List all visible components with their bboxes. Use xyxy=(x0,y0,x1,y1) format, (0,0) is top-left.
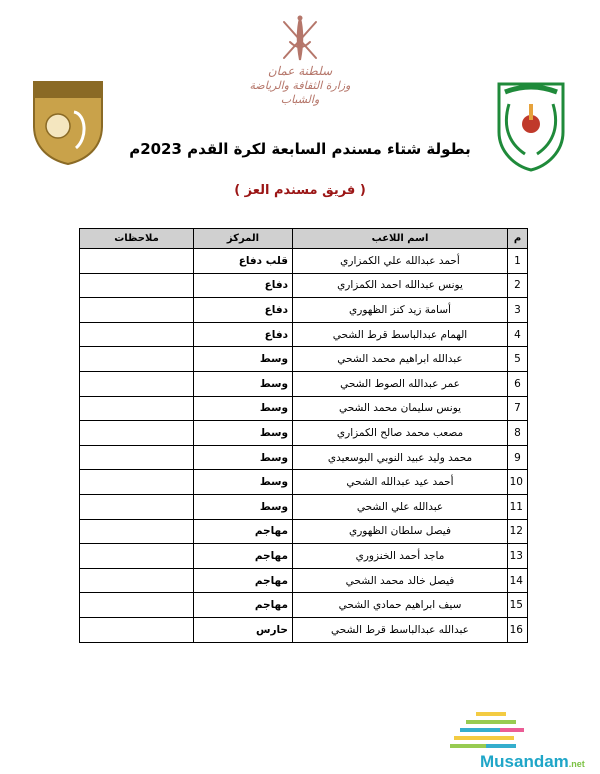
cell-player-name: عمر عبدالله الصوط الشحي xyxy=(293,371,508,396)
cell-position: مهاجم xyxy=(194,544,293,569)
ajab-club-logo xyxy=(495,80,567,172)
cell-number: 9 xyxy=(508,445,528,470)
ministry-heading xyxy=(230,64,370,107)
cell-player-name: فيصل خالد محمد الشحي xyxy=(293,568,508,593)
cell-notes xyxy=(80,249,194,274)
table-row xyxy=(80,421,528,446)
cell-number: 3 xyxy=(508,298,528,323)
team-name: ( فريق مسندم العز ) xyxy=(234,183,366,198)
table-row xyxy=(80,617,528,642)
cell-position: وسط xyxy=(194,371,293,396)
cell-notes xyxy=(80,470,194,495)
table-row xyxy=(80,322,528,347)
cell-number: 12 xyxy=(508,519,528,544)
table-row xyxy=(80,445,528,470)
cell-position: وسط xyxy=(194,396,293,421)
cell-number: 15 xyxy=(508,593,528,618)
watermark-site: Musandam xyxy=(480,752,569,771)
cell-position: وسط xyxy=(194,470,293,495)
cell-number: 2 xyxy=(508,273,528,298)
cell-position: دفاع xyxy=(194,298,293,323)
cell-number: 11 xyxy=(508,494,528,519)
col-number-header: م xyxy=(508,229,528,249)
table-body xyxy=(80,249,528,643)
cell-number: 16 xyxy=(508,617,528,642)
table-row xyxy=(80,470,528,495)
cell-player-name: محمد وليد عبيد النوبي البوسعيدي xyxy=(293,445,508,470)
cell-number: 5 xyxy=(508,347,528,372)
cell-player-name: ماجد أحمد الخنزوري xyxy=(293,544,508,569)
table-row xyxy=(80,371,528,396)
table-row xyxy=(80,347,528,372)
table-row xyxy=(80,544,528,569)
watermark-text xyxy=(480,752,585,772)
cell-notes xyxy=(80,396,194,421)
table-row xyxy=(80,298,528,323)
table-header-row xyxy=(80,229,528,249)
col-player-name-header: اسم اللاعب xyxy=(293,229,508,249)
cell-player-name: عبدالله علي الشحي xyxy=(293,494,508,519)
cell-notes xyxy=(80,371,194,396)
cell-position: مهاجم xyxy=(194,593,293,618)
cell-notes xyxy=(80,544,194,569)
table-row xyxy=(80,519,528,544)
player-roster-table xyxy=(79,228,528,643)
cell-number: 14 xyxy=(508,568,528,593)
col-notes-header: ملاحظات xyxy=(80,229,194,249)
cell-number: 6 xyxy=(508,371,528,396)
cell-number: 7 xyxy=(508,396,528,421)
cell-notes xyxy=(80,445,194,470)
cell-player-name: أسامة زيد كنز الظهوري xyxy=(293,298,508,323)
cell-player-name: أحمد عيد عبدالله الشحي xyxy=(293,470,508,495)
col-position-header: المركز xyxy=(194,229,293,249)
cell-player-name: سيف ابراهيم حمادي الشحي xyxy=(293,593,508,618)
ministry-line2: وزارة الثقافة والرياضة والشباب xyxy=(249,79,351,106)
ministry-line1: سلطنة عمان xyxy=(267,64,333,78)
cell-position: مهاجم xyxy=(194,519,293,544)
cell-notes xyxy=(80,298,194,323)
cell-position: وسط xyxy=(194,421,293,446)
cell-position: وسط xyxy=(194,445,293,470)
cell-player-name: مصعب محمد صالح الكمزاري xyxy=(293,421,508,446)
cell-notes xyxy=(80,593,194,618)
cell-notes xyxy=(80,421,194,446)
oman-emblem-icon xyxy=(276,12,324,68)
cell-player-name: أحمد عبدالله علي الكمزاري xyxy=(293,249,508,274)
cell-notes xyxy=(80,617,194,642)
cell-player-name: الهمام عبدالباسط قرط الشحي xyxy=(293,322,508,347)
sports-team-shield-logo xyxy=(30,78,106,166)
cell-position: وسط xyxy=(194,347,293,372)
table-row xyxy=(80,249,528,274)
cell-player-name: عبدالله ابراهيم محمد الشحي xyxy=(293,347,508,372)
cell-number: 1 xyxy=(508,249,528,274)
cell-position: دفاع xyxy=(194,322,293,347)
cell-position: حارس xyxy=(194,617,293,642)
cell-notes xyxy=(80,322,194,347)
cell-number: 13 xyxy=(508,544,528,569)
cell-notes xyxy=(80,347,194,372)
cell-notes xyxy=(80,273,194,298)
cell-position: قلب دفاع xyxy=(194,249,293,274)
table-row xyxy=(80,494,528,519)
cell-player-name: يونس سليمان محمد الشحي xyxy=(293,396,508,421)
cell-number: 8 xyxy=(508,421,528,446)
table-row xyxy=(80,273,528,298)
table-row xyxy=(80,593,528,618)
cell-player-name: عبدالله عبدالباسط قرط الشحي xyxy=(293,617,508,642)
document-title: بطولة شتاء مسندم السابعة لكرة القدم 2023م xyxy=(129,140,471,158)
cell-position: وسط xyxy=(194,494,293,519)
cell-number: 10 xyxy=(508,470,528,495)
watermark-tld: .net xyxy=(568,759,585,769)
cell-notes xyxy=(80,519,194,544)
cell-notes xyxy=(80,494,194,519)
cell-notes xyxy=(80,568,194,593)
table-row xyxy=(80,396,528,421)
cell-player-name: يونس عبدالله احمد الكمزاري xyxy=(293,273,508,298)
cell-number: 4 xyxy=(508,322,528,347)
cell-player-name: فيصل سلطان الظهوري xyxy=(293,519,508,544)
cell-position: مهاجم xyxy=(194,568,293,593)
cell-position: دفاع xyxy=(194,273,293,298)
table-row xyxy=(80,568,528,593)
